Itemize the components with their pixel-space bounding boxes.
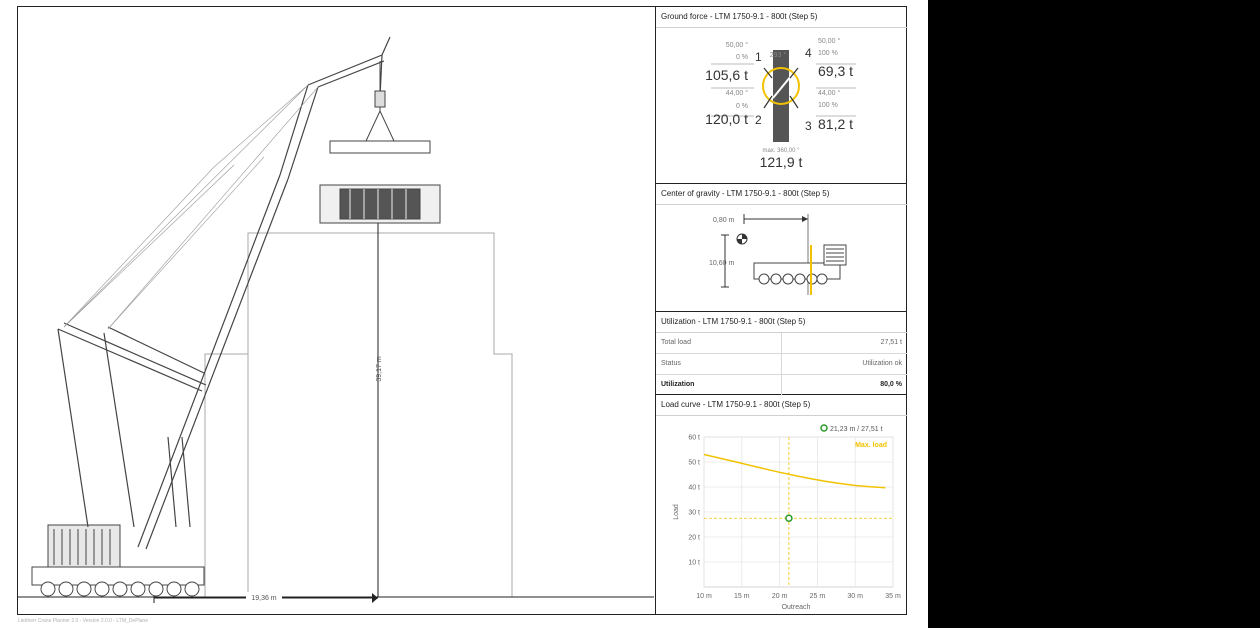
y-tick-label: 20 t: [688, 534, 700, 542]
center-angle: 293 °: [769, 52, 787, 59]
x-tick-label: 35 m: [885, 593, 901, 600]
x-tick-label: 20 m: [771, 593, 788, 600]
outrigger-4-number: 4: [805, 46, 812, 60]
outrigger-4-angle: 50,00 °: [818, 38, 841, 45]
center-of-gravity-title: Center of gravity - LTM 1750-9.1 - 800t (Step 5): [656, 184, 907, 205]
load-curve-title: Load curve - LTM 1750-9.1 - 800t (Step 5): [656, 395, 907, 416]
y-axis-label: Load: [673, 504, 680, 520]
outrigger-1-angle: 50,00 °: [725, 42, 748, 49]
utilization-value: 80,0 %: [880, 381, 902, 388]
outrigger-3-number: 3: [805, 119, 812, 133]
outrigger-2-force: 120,0 t: [705, 111, 748, 127]
outrigger-1-percent: 0 %: [735, 54, 748, 61]
superlift-mast: [58, 323, 206, 527]
center-of-gravity-panel: [656, 184, 907, 312]
y-tick-label: 10 t: [688, 559, 700, 567]
x-tick-label: 10 m: [696, 593, 712, 600]
utilization-row-utilization: [656, 375, 907, 395]
outrigger-1-force: 105,6 t: [705, 67, 748, 83]
outrigger-3-angle: 44,00 °: [818, 90, 841, 97]
max-force: 121,9 t: [759, 154, 803, 170]
status-label: Status: [661, 360, 681, 367]
point-label: 21,23 m / 27,51 t: [830, 426, 883, 433]
total-load-label: Total load: [661, 339, 691, 346]
black-margin: [928, 0, 1260, 628]
utilization-panel: [656, 312, 907, 395]
point-legend-icon: [821, 425, 827, 431]
load-point: [786, 515, 792, 521]
utilization-label: Utilization: [661, 381, 695, 388]
cog-horizontal-label: 0,80 m: [713, 217, 735, 224]
x-tick-label: 25 m: [809, 593, 826, 600]
outrigger-3-force: 81,2 t: [818, 116, 854, 132]
outrigger-2-percent: 0 %: [735, 103, 748, 110]
ground-force-title: Ground force - LTM 1750-9.1 - 800t (Step 5): [656, 7, 907, 28]
sidebar: [655, 7, 907, 614]
outrigger-3-percent: 100 %: [818, 102, 838, 109]
y-tick-label: 60 t: [688, 434, 700, 442]
outrigger-2-number: 2: [755, 113, 762, 127]
utilization-row-status: [656, 354, 907, 375]
guy-lines: [64, 85, 318, 329]
x-tick-label: 30 m: [847, 593, 863, 600]
radius-dimension-label: 19,36 m: [251, 595, 277, 602]
height-dimension-label: 39,17 m: [376, 356, 383, 382]
outrigger-4-percent: 100 %: [818, 50, 838, 57]
hook-load: [320, 61, 440, 223]
max-angle-label: max. 360,00 °: [762, 148, 800, 154]
outrigger-2-angle: 44,00 °: [725, 90, 748, 97]
outrigger-1-number: 1: [755, 50, 762, 64]
y-tick-label: 30 t: [688, 509, 700, 517]
y-tick-label: 50 t: [688, 459, 700, 467]
y-tick-label: 40 t: [688, 484, 700, 492]
crane-carrier: [32, 525, 204, 596]
utilization-table: [656, 333, 907, 395]
building-outline: [205, 233, 512, 597]
max-load-legend: Max. load: [855, 442, 887, 449]
ground-force-diagram: [656, 28, 907, 183]
cog-vertical-label: 10,60 m: [709, 260, 735, 267]
x-tick-label: 15 m: [734, 593, 750, 600]
ground-force-panel: [656, 7, 907, 184]
x-axis-label: Outreach: [781, 604, 811, 611]
load-curve-panel: [656, 395, 907, 614]
utilization-row-total-load: [656, 333, 907, 354]
crane-drawing: [18, 7, 654, 614]
height-dimension: [372, 219, 384, 597]
load-curve-chart: [656, 416, 907, 614]
center-of-gravity-diagram: [656, 205, 907, 311]
crane-vehicle-icon: [754, 245, 846, 284]
utilization-title: Utilization - LTM 1750-9.1 - 800t (Step 5): [656, 312, 907, 333]
outrigger-4-force: 69,3 t: [818, 63, 854, 79]
crane-boom: [138, 37, 390, 549]
footer-version: Liebherr Crane Planner 2.0 - Version 2.0.0 - LTM_DePlane: [18, 618, 148, 624]
status-value: Utilization ok: [862, 360, 902, 367]
total-load-value: 27,51 t: [880, 339, 902, 346]
